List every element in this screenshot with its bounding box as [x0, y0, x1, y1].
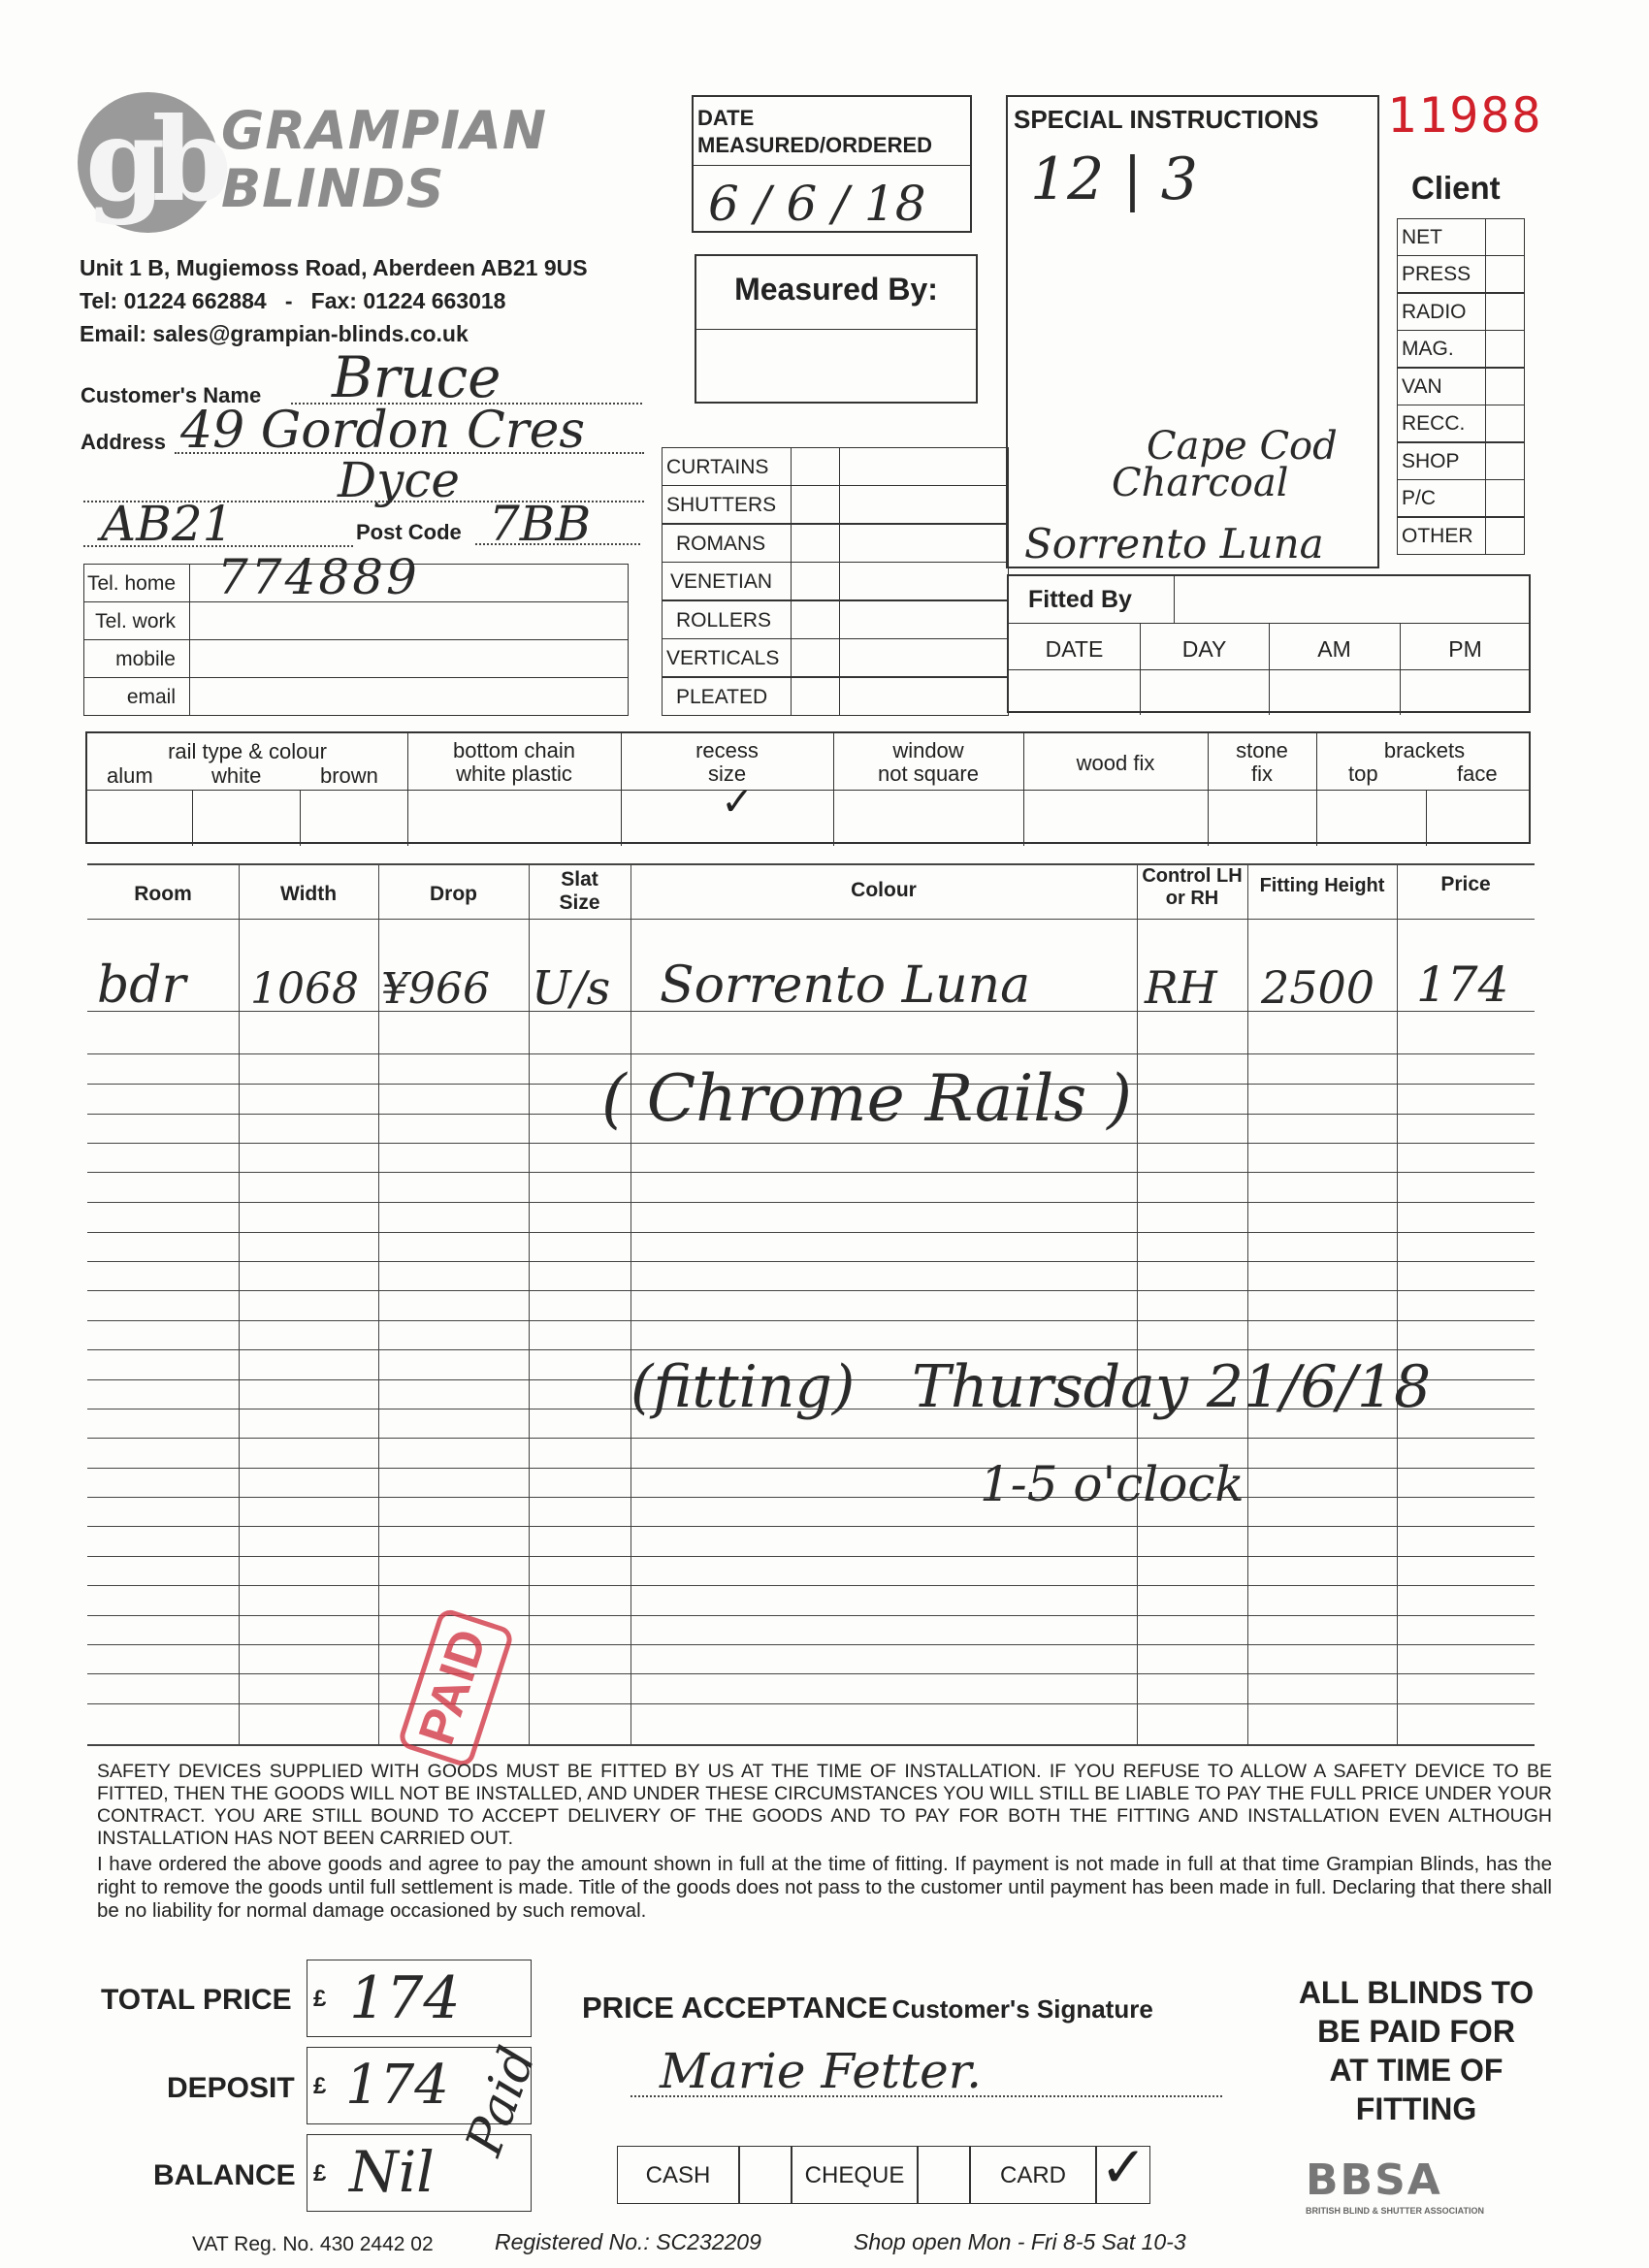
note-chrome-rails: ( Chrome Rails ): [601, 1061, 1133, 1136]
type-rollers[interactable]: ROLLERS: [662, 600, 1009, 639]
client-label: Client: [1411, 170, 1501, 206]
note-fitting-time: 1-5 o'clock: [980, 1456, 1245, 1512]
safety-terms: SAFETY DEVICES SUPPLIED WITH GOODS MUST BE FITTED BY US AT THE TIME OF INSTALLATION. IF YOU REFUSE TO ALLOW A SAFETY DEVICE TO BE FITTED, THEN THE GOODS WILL NOT BE INSTALLED, AND UNDER THESE CIRCUMSTANCES YOU WILL STILL BE LIABLE TO PAY THE FULL PRICE UNDER YOUR CONTRACT. YOU ARE STILL BOUND TO ACCEPT DELIVERY OF THE GOODS AND TO PAY FOR BOTH THE FITTING AND INSTALLATION EVEN ALTHOUGH INSTALLATION HAS NOT BEEN CARRIED OUT.: [97, 1761, 1552, 1849]
client-other[interactable]: OTHER: [1397, 517, 1525, 555]
company-tel-fax: Tel: 01224 662884 - Fax: 01224 663018: [80, 288, 506, 313]
white-plastic-label: white plastic: [456, 761, 572, 786]
wood-fix-label: wood fix: [1076, 751, 1155, 775]
brackets-label: brackets: [1383, 738, 1466, 762]
special-note-sorrento-luna: Sorrento Luna: [1024, 520, 1324, 567]
type-curtains[interactable]: CURTAINS: [662, 447, 1009, 486]
deposit-box[interactable]: £: [307, 2047, 532, 2124]
options-grid: [85, 731, 1531, 844]
fitted-date-col: DATE: [1045, 636, 1104, 662]
payment-cheque[interactable]: CHEQUE: [792, 2146, 918, 2204]
address-line3[interactable]: AB21: [101, 496, 234, 552]
total-price-label: TOTAL PRICE: [101, 1984, 292, 2016]
customer-name-value[interactable]: Bruce: [332, 344, 501, 410]
type-pleated[interactable]: PLEATED: [662, 677, 1009, 716]
payment-cash-check[interactable]: [739, 2146, 792, 2204]
pay-at-fitting-notice: ALL BLINDS TO BE PAID FOR AT TIME OF FITTING: [1298, 1975, 1535, 2126]
vat-number: VAT Reg. No. 430 2442 02: [192, 2233, 434, 2255]
paid-stamp: PAID: [397, 1606, 515, 1768]
company-name-line2: BLINDS: [221, 158, 445, 219]
special-note-charcoal: Charcoal: [1112, 461, 1289, 505]
row1-colour[interactable]: Sorrento Luna: [660, 956, 1031, 1015]
col-colour: Colour: [851, 879, 917, 901]
address-line1[interactable]: 49 Gordon Cres: [180, 402, 586, 460]
fitted-by-label: Fitted By: [1028, 586, 1132, 613]
address-label: Address: [81, 430, 167, 454]
note-fitting: (fitting): [630, 1353, 856, 1421]
row1-room[interactable]: bdr: [97, 956, 186, 1015]
form-number: 11988: [1387, 87, 1543, 144]
company-email: Email: sales@grampian-blinds.co.uk: [80, 321, 469, 346]
col-price: Price: [1440, 873, 1491, 895]
date-measured-value: 6 / 6 / 18: [708, 176, 926, 232]
col-slat-size: Slat Size: [559, 868, 600, 915]
col-width: Width: [279, 883, 338, 905]
payment-cash[interactable]: CASH: [617, 2146, 739, 2204]
date-measured-label: DATE MEASURED/ORDERED: [697, 106, 933, 157]
alum-label: alum: [107, 763, 153, 788]
fitted-by-box: [1007, 574, 1531, 713]
measured-by-box: [695, 254, 978, 404]
deposit-value: 174: [345, 2054, 449, 2117]
tel-home-row[interactable]: Tel. home: [83, 564, 629, 602]
deposit-label: DEPOSIT: [167, 2072, 295, 2104]
recess-check-mark: ✓: [721, 780, 754, 825]
total-price-box[interactable]: £: [307, 1960, 532, 2037]
row1-slat-size[interactable]: U/s: [532, 961, 611, 1016]
client-pc[interactable]: P/C: [1397, 479, 1525, 517]
client-recc[interactable]: RECC.: [1397, 405, 1525, 442]
client-mag[interactable]: MAG.: [1397, 330, 1525, 368]
note-fitting-date: Thursday 21/6/18: [912, 1353, 1432, 1421]
company-name-line1: GRAMPIAN: [221, 100, 548, 161]
brackets-face-label: face: [1457, 761, 1498, 786]
brackets-top-label: top: [1348, 761, 1378, 786]
client-net[interactable]: NET: [1397, 218, 1525, 256]
type-venetian[interactable]: VENETIAN: [662, 562, 1009, 600]
fitted-day-col: DAY: [1181, 636, 1227, 662]
bbsa-caption: BRITISH BLIND & SHUTTER ASSOCIATION: [1306, 2206, 1484, 2216]
registered-number: Registered No.: SC232209: [495, 2229, 761, 2254]
col-drop: Drop: [430, 883, 477, 905]
col-control: Control LH or RH: [1142, 865, 1243, 909]
address-line2[interactable]: Dyce: [338, 452, 460, 508]
customer-name-label: Customer's Name: [81, 383, 262, 407]
balance-value: Nil: [349, 2139, 435, 2205]
tel-work-row[interactable]: Tel. work: [83, 601, 629, 640]
bbsa-logo: BBSA: [1306, 2155, 1442, 2205]
logo-letters: gb: [85, 92, 219, 227]
client-press[interactable]: PRESS: [1397, 255, 1525, 293]
stone-label: stone: [1236, 738, 1288, 762]
card-check-mark: ✓: [1100, 2134, 1148, 2200]
row1-control[interactable]: RH: [1145, 961, 1217, 1014]
client-radio[interactable]: RADIO: [1397, 293, 1525, 331]
client-shop[interactable]: SHOP: [1397, 442, 1525, 480]
col-fitting-height: Fitting Height: [1259, 875, 1385, 896]
type-shutters[interactable]: SHUTTERS: [662, 485, 1009, 524]
mobile-row[interactable]: mobile: [83, 639, 629, 678]
fitted-am-col: AM: [1317, 636, 1351, 662]
payment-terms: I have ordered the above goods and agree to pay the amount shown in full at the time of fitting. If payment is not made in full at that time Grampian Blinds, has the right to remove the goods until full settlement is made. Title of the goods does not pass to the customer until payment has been made in full. Declaring that there shall be no liability for normal damage occasioned by such removal.: [97, 1853, 1552, 1922]
bottom-chain-label: bottom chain: [453, 738, 575, 762]
row1-drop[interactable]: ¥966: [381, 964, 490, 1014]
company-address: Unit 1 B, Mugiemoss Road, Aberdeen AB21 9US: [80, 255, 588, 280]
type-romans[interactable]: ROMANS: [662, 524, 1009, 563]
postcode-label: Post Code: [356, 520, 462, 544]
customer-signature[interactable]: Marie Fetter.: [660, 2043, 983, 2099]
white-label: white: [211, 763, 262, 788]
measured-by-label: Measured By:: [734, 272, 938, 307]
type-verticals[interactable]: VERTICALS: [662, 638, 1009, 677]
special-note-cape-cod: Cape Cod: [1147, 424, 1338, 469]
tel-home-value: 774889: [217, 549, 420, 605]
client-van[interactable]: VAN: [1397, 368, 1525, 405]
row1-price[interactable]: 174: [1416, 956, 1509, 1013]
brown-label: brown: [320, 763, 378, 788]
stone-fix-label: fix: [1251, 761, 1273, 786]
size-label: size: [707, 761, 747, 786]
balance-box[interactable]: £: [307, 2134, 532, 2212]
payment-card[interactable]: CARD: [970, 2146, 1096, 2204]
window-label: window: [892, 738, 964, 762]
postcode-value[interactable]: 7BB: [489, 496, 592, 552]
special-note-12-3: 12 | 3: [1030, 146, 1198, 213]
price-acceptance-heading: PRICE ACCEPTANCE Customer's Signature: [582, 1991, 1153, 2025]
row1-width[interactable]: 1068: [250, 964, 359, 1014]
deposit-paid-note: Paid: [455, 2039, 548, 2163]
row1-fitting-height[interactable]: 2500: [1261, 961, 1375, 1014]
special-instructions-label: SPECIAL INSTRUCTIONS: [1014, 105, 1319, 134]
fitted-pm-col: PM: [1448, 636, 1482, 662]
email-row[interactable]: email: [83, 677, 629, 716]
payment-cheque-check[interactable]: [918, 2146, 970, 2204]
balance-label: BALANCE: [153, 2159, 296, 2191]
shop-hours: Shop open Mon - Fri 8-5 Sat 10-3: [854, 2229, 1186, 2254]
not-square-label: not square: [878, 761, 979, 786]
total-price-value: 174: [349, 1964, 461, 2032]
col-room: Room: [134, 883, 192, 905]
recess-label: recess: [695, 738, 759, 762]
rail-type-label: rail type & colour: [168, 739, 327, 763]
